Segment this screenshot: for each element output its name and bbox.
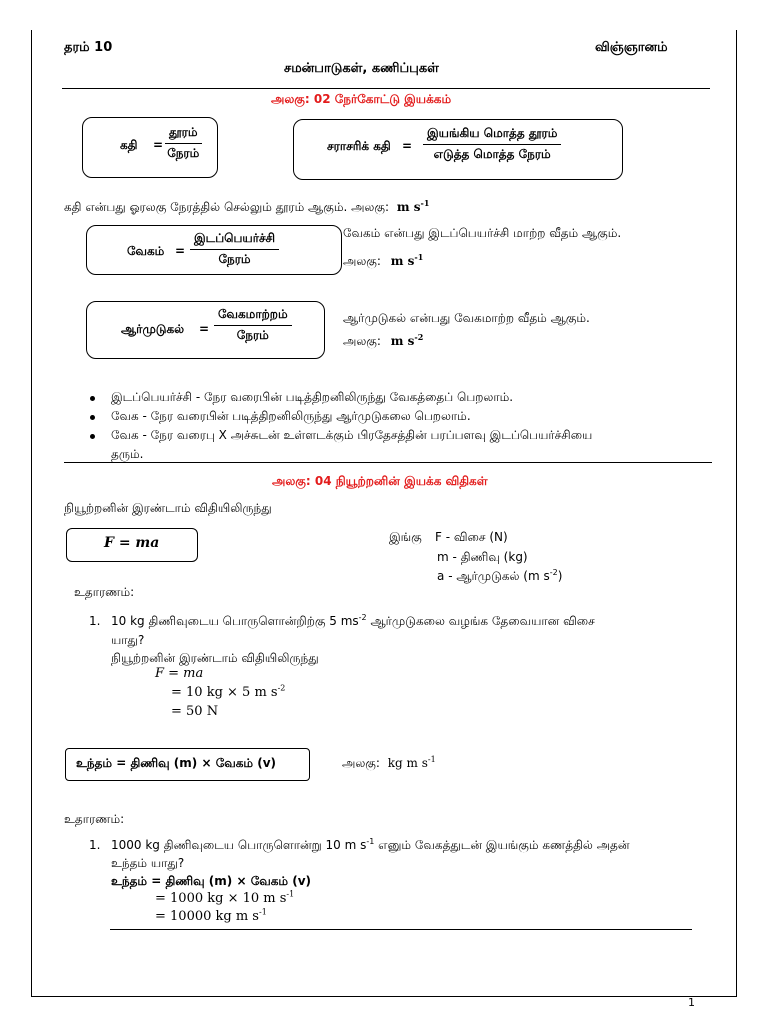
speed-unit — [397, 200, 430, 214]
example1-line1-b: ஆர்முடுகலை வழங்க தேவையான விசை — [366, 614, 595, 628]
bullet-dot — [90, 434, 95, 439]
velocity-equals: = — [175, 244, 186, 258]
example1-solution-intro: நியூற்றனின் இரண்டாம் விதியிலிருந்து — [111, 651, 319, 665]
example-number: 1. — [89, 614, 101, 628]
velocity-definition: வேகம் என்பது இடப்பெயர்ச்சி மாற்ற வீதம் ஆகும். — [343, 226, 622, 240]
acceleration-denominator: நேரம் — [236, 328, 269, 342]
example1-step3: = 50 N — [171, 704, 219, 719]
bullet-item: வேக - நேர வரைபு X அச்சுடன் உள்ளடக்கும் பிரதேசத்தின் பரப்பளவு இடப்பெயர்ச்சியை — [111, 428, 593, 442]
avg-speed-fraction — [423, 126, 561, 163]
acceleration-unit — [391, 334, 424, 348]
bullet-item: இடப்பெயர்ச்சி - நேர வரைபின் படித்திறனிலிருந்து வேகத்தைப் பெறலாம். — [111, 390, 514, 404]
example1-question-line1 — [111, 614, 595, 630]
section-divider — [64, 462, 712, 463]
velocity-unit — [391, 254, 424, 268]
example2-formula: உந்தம் = திணிவு (m) × வேகம் (v) — [111, 874, 311, 888]
example2-step1 — [155, 891, 294, 906]
example2-step2-exp: -1 — [258, 907, 267, 917]
example2-step1-text: = 1000 kg × 10 m s — [155, 891, 287, 906]
example1-step2-text: = 10 kg × 5 m s — [171, 685, 278, 700]
legend-row-acceleration — [437, 569, 562, 585]
legend-row-force — [435, 530, 508, 546]
speed-equals: = — [153, 138, 164, 152]
speed-unit-base: m s — [396, 200, 421, 214]
page-number: 1 — [688, 996, 695, 1009]
subject-label: விஞ்ஞானம் — [595, 40, 668, 55]
speed-unit-exp: -1 — [420, 198, 430, 208]
example1-line1-exp: -2 — [358, 613, 367, 622]
example1-question-line2: யாது? — [111, 633, 145, 647]
speed-definition-text: கதி என்பது ஓரலகு நேரத்தில் செல்லும் தூரம் ஆகும். அலகு: — [64, 200, 390, 214]
acceleration-unit-base: m s — [390, 334, 415, 348]
example2-step2 — [155, 909, 267, 924]
acceleration-numerator: வேகமாற்றம் — [214, 307, 292, 326]
acceleration-definition: ஆர்முடுகல் என்பது வேகமாற்ற வீதம் ஆகும். — [343, 311, 590, 325]
speed-numerator: தூரம் — [165, 125, 202, 144]
bullet-item-continued: தரும். — [111, 447, 144, 461]
velocity-unit-line — [343, 254, 423, 270]
velocity-unit-base: m s — [390, 254, 415, 268]
speed-fraction — [165, 125, 202, 162]
example1-line1-a: 10 kg திணிவுடைய பொருளொன்றிற்கு 5 ms — [111, 614, 359, 628]
momentum-unit-label: அலகு: — [342, 756, 380, 770]
legend-desc: ஆர்முடுகல் (m s — [456, 569, 550, 583]
legend-row-mass — [437, 550, 528, 566]
example2-question-line1 — [111, 838, 629, 854]
velocity-lhs: வேகம் — [127, 244, 165, 258]
velocity-unit-exp: -1 — [414, 252, 424, 262]
bullet-dot — [90, 396, 95, 401]
legend-tail: ) — [557, 569, 563, 583]
page-title: சமன்பாடுகள், கணிப்புகள் — [284, 61, 439, 76]
velocity-fraction — [190, 231, 279, 268]
example2-line1-b: எனும் வேகத்துடன் இயங்கும் கணத்தில் அதன் — [374, 838, 630, 852]
avg-speed-lhs: சராசரிக் கதி — [327, 139, 391, 153]
acceleration-unit-exp: -2 — [414, 332, 424, 342]
example2-line1-exp: -1 — [366, 837, 375, 846]
legend-desc: திணிவு (kg) — [460, 550, 528, 564]
newton-intro: நியூற்றனின் இரண்டாம் விதியிலிருந்து — [64, 501, 272, 515]
momentum-unit-line — [342, 756, 436, 772]
avg-speed-denominator: எடுத்த மொத்த நேரம் — [433, 147, 551, 161]
legend-desc: விசை (N) — [453, 530, 508, 544]
acceleration-lhs: ஆர்முடுகல் — [121, 322, 185, 336]
legend-dash: - — [448, 569, 453, 583]
newton-formula: F = ma — [104, 535, 160, 551]
bullet-dot — [90, 415, 95, 420]
momentum-unit — [388, 756, 436, 770]
avg-speed-equals: = — [402, 139, 413, 153]
example2-underline — [110, 929, 692, 930]
legend-symbol: a — [437, 569, 445, 583]
example2-number: 1. — [89, 838, 101, 852]
where-label: இங்கு — [389, 530, 422, 544]
legend-dash: - — [445, 530, 451, 544]
header-divider — [62, 88, 710, 89]
acceleration-fraction — [214, 307, 292, 344]
momentum-formula: உந்தம் = திணிவு (m) × வேகம் (v) — [76, 756, 276, 770]
example1-step1: F = ma — [155, 666, 204, 681]
unit2-heading: அலகு: 04 நியூற்றனின் இயக்க விதிகள் — [272, 474, 488, 488]
example-label: உதாரணம்: — [74, 585, 135, 599]
speed-lhs: கதி — [120, 138, 138, 152]
example2-question-line2: உந்தம் யாது? — [111, 856, 185, 870]
velocity-numerator: இடப்பெயர்ச்சி — [190, 231, 279, 250]
acceleration-unit-label: அலகு: — [343, 334, 381, 348]
avg-speed-numerator: இயங்கிய மொத்த தூரம் — [423, 126, 561, 145]
example2-step1-exp: -1 — [286, 889, 295, 899]
example2-step2-text: = 10000 kg m s — [155, 909, 259, 924]
momentum-unit-base: kg m s — [387, 756, 428, 770]
legend-symbol: F — [435, 530, 442, 544]
legend-dash: - — [452, 550, 457, 564]
example1-step2 — [171, 685, 285, 700]
legend-symbol: m — [437, 550, 449, 564]
grade-label: தரம் 10 — [64, 40, 113, 55]
velocity-denominator: நேரம் — [218, 252, 251, 266]
velocity-unit-label: அலகு: — [343, 254, 381, 268]
acceleration-unit-line — [343, 334, 423, 350]
example1-step2-exp: -2 — [277, 683, 286, 693]
example2-label: உதாரணம்: — [64, 812, 125, 826]
legend-exp: -2 — [549, 568, 558, 577]
unit1-heading: அலகு: 02 நேர்கோட்டு இயக்கம் — [271, 92, 452, 106]
speed-denominator: நேரம் — [167, 146, 200, 160]
speed-definition — [64, 200, 429, 216]
acceleration-equals: = — [199, 322, 210, 336]
momentum-unit-exp: -1 — [427, 755, 436, 764]
example2-line1-a: 1000 kg திணிவுடைய பொருளொன்று 10 m s — [111, 838, 367, 852]
bullet-item: வேக - நேர வரைபின் படித்திறனிலிருந்து ஆர்முடுகலை பெறலாம். — [111, 409, 471, 423]
